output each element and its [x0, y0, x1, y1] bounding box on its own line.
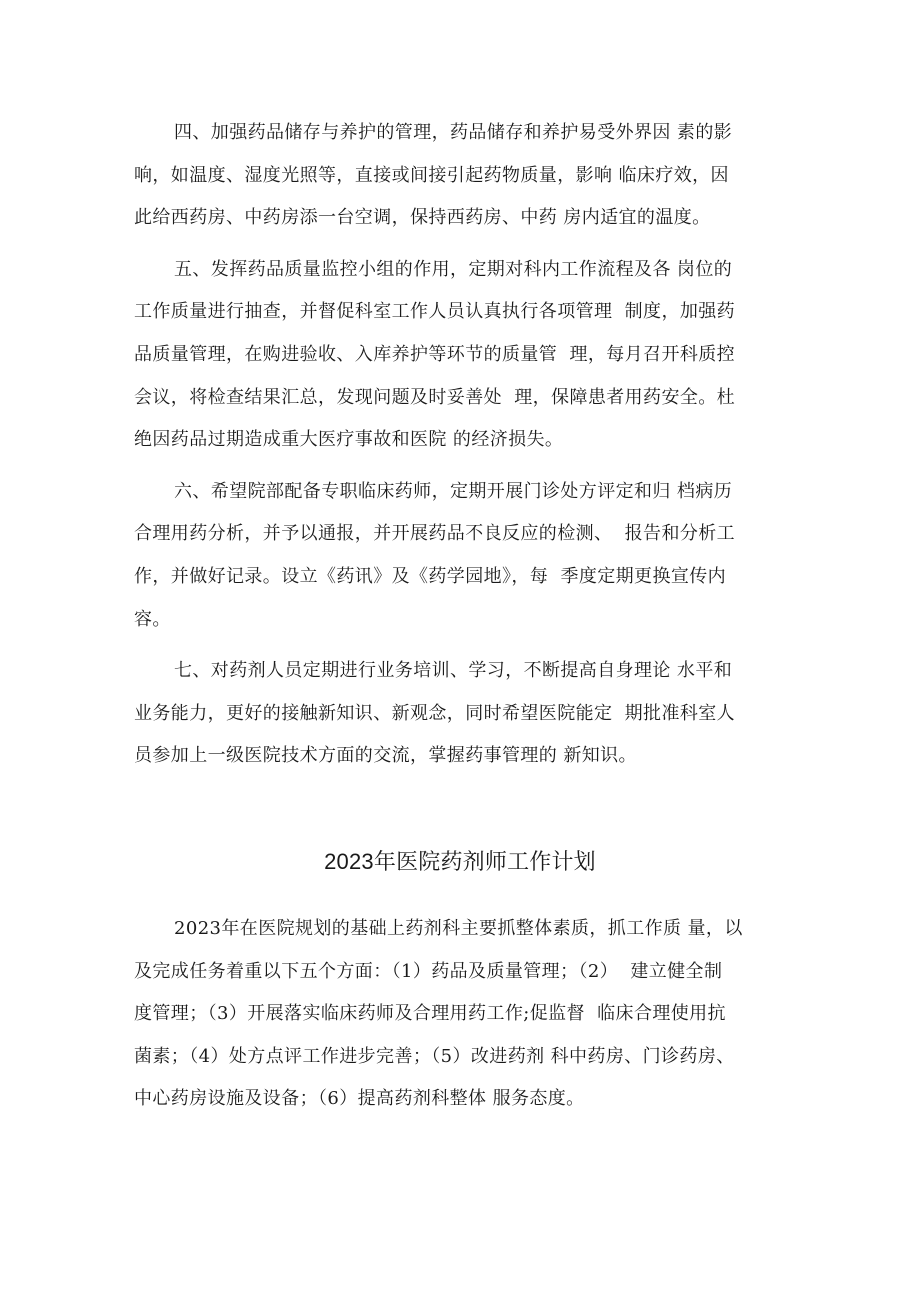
- text-line: 度管理；（3）开展落实临床药师及合理用药工作;促监督 临床合理使用抗: [134, 1003, 726, 1025]
- text-line: 此给西药房、中药房添一台空调，保持西药房、中药 房内适宜的温度。: [134, 207, 711, 229]
- text-line: 员参加上一级医院技术方面的交流，掌握药事管理的 新知识。: [134, 745, 637, 767]
- body-text-bottom: [134, 908, 790, 1130]
- body-text-top: [134, 112, 790, 787]
- paragraph-plan-intro: [134, 908, 790, 1121]
- paragraph-5: [134, 249, 790, 462]
- text-line: 容。: [134, 608, 171, 630]
- paragraph-6: [134, 471, 790, 641]
- text-line: 四、加强药品储存与养护的管理，药品储存和养护易受外界因 素的影: [174, 122, 733, 143]
- section-title: 2023年医院药剂师工作计划: [324, 849, 596, 874]
- text-line: 五、发挥药品质量监控小组的作用，定期对科内工作流程及各 岗位的: [174, 258, 733, 280]
- text-line: 业务能力，更好的接触新知识、新观念，同时希望医院能定 期批准科室人: [134, 702, 736, 724]
- text-line: 绝因药品过期造成重大医疗事故和医院 的经济损失。: [134, 429, 564, 451]
- paragraph-4: [134, 112, 790, 240]
- text-line: 菌素；（4）处方点评工作进步完善；（5）改进药剂 科中药房、门诊药房、: [134, 1045, 735, 1067]
- text-line: 七、对药剂人员定期进行业务培训、学习，不断提高自身理论 水平和: [174, 660, 733, 682]
- text-line: 2023年在医院规划的基础上药剂科主要抓整体素质，抓工作质 量，以: [174, 918, 743, 939]
- text-line: 会议，将检查结果汇总，发现问题及时妥善处 理，保障患者用药安全。杜: [134, 386, 736, 408]
- text-line: 六、希望院部配备专职临床药师，定期开展门诊处方评定和归 档病历: [174, 480, 733, 502]
- paragraph-7: [134, 650, 790, 778]
- text-line: 作，并做好记录。设立《药讯》及《药学园地》，每 季度定期更换宣传内: [134, 565, 727, 587]
- text-line: 合理用药分析，并予以通报，并开展药品不良反应的检测、 报告和分析工: [134, 523, 736, 545]
- text-line: 工作质量进行抽查，并督促科室工作人员认真执行各项管理 制度，加强药: [134, 301, 736, 323]
- text-line: 及完成任务着重以下五个方面：（1）药品及质量管理；（2） 建立健全制: [134, 960, 723, 982]
- text-line: 品质量管理，在购进验收、入库养护等环节的质量管 理，每月召开科质控: [134, 343, 736, 365]
- text-line: 中心药房设施及设备；（6）提高药剂科整体 服务态度。: [134, 1088, 585, 1110]
- text-line: 响，如温度、湿度光照等，直接或间接引起药物质量，影响 临床疗效，因: [134, 164, 729, 186]
